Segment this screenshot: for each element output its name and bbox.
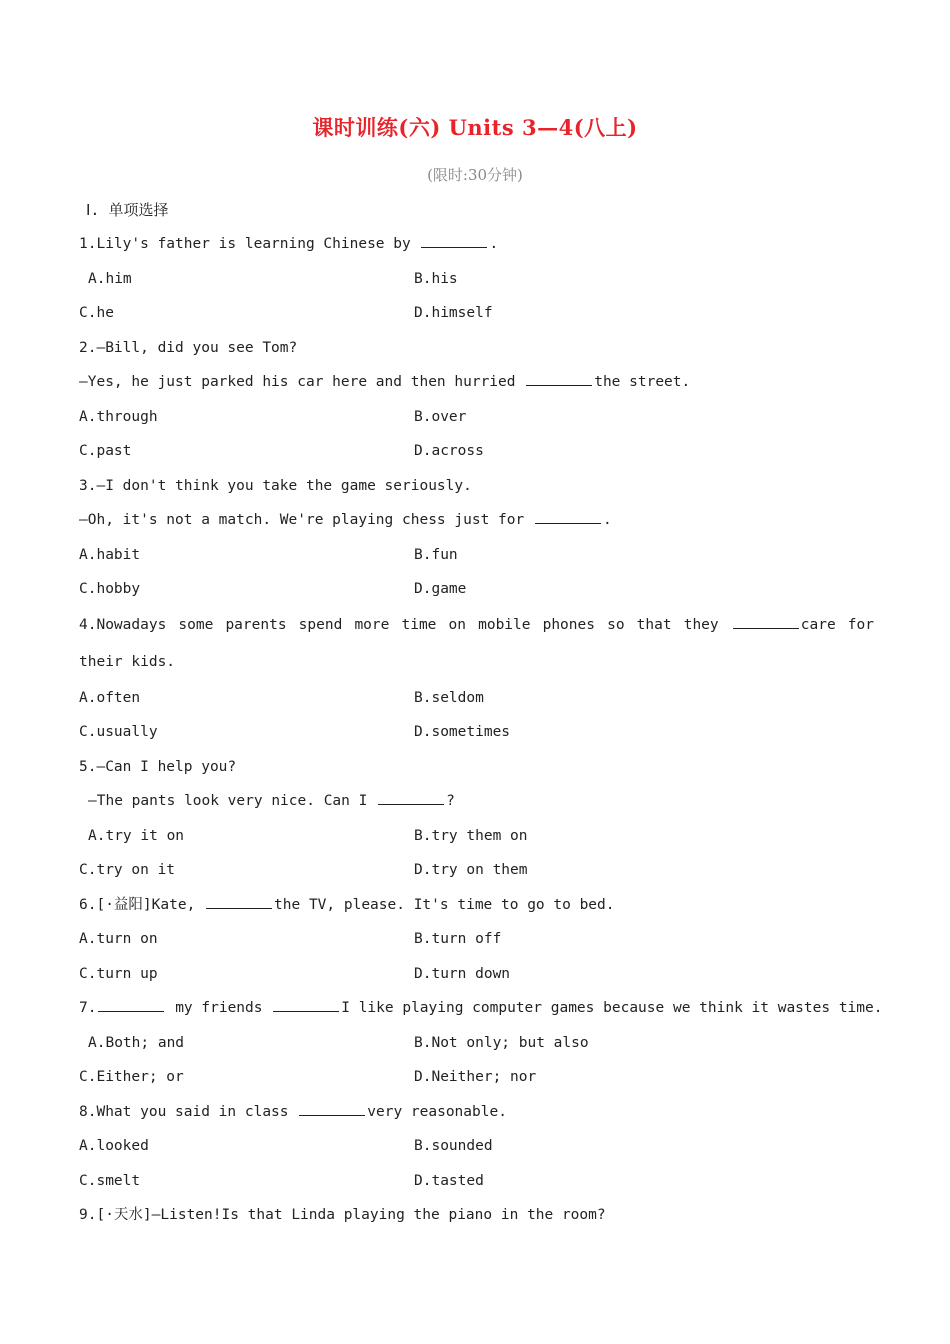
question-5: 5.—Can I help you? [79, 758, 237, 775]
option-a[interactable]: A.through [79, 408, 158, 425]
option-b[interactable]: B.seldom [414, 689, 484, 706]
question-3: 3.—I don't think you take the game seriously. [79, 477, 472, 494]
options-row [79, 819, 874, 854]
answer-blank[interactable] [378, 790, 444, 805]
question-7: 7. my friends I like playing computer games because we think it wastes time. [79, 991, 874, 1026]
question-6: 6.[·益阳]Kate, the TV, please. It's time to go to bed. [79, 888, 874, 923]
time-limit: (限时:30分钟) [427, 166, 523, 184]
option-a[interactable]: A.habit [79, 546, 141, 563]
option-b[interactable]: B.Not only; but also [414, 1034, 589, 1051]
option-d[interactable]: D.sometimes [414, 724, 511, 740]
option-d[interactable]: D.tasted [414, 1172, 484, 1189]
option-c[interactable]: C.smelt [79, 1172, 141, 1189]
options-row [79, 1060, 874, 1095]
options-row [79, 922, 874, 957]
question-list [79, 227, 883, 1233]
question-9: 9.[·天水]—Listen!Is that Linda playing the piano in the room? [79, 1207, 606, 1223]
option-a[interactable]: A.him [88, 270, 132, 287]
options-row [79, 296, 874, 331]
answer-blank[interactable] [526, 371, 592, 386]
question-2-reply: —Yes, he just parked his car here and then hurried the street. [79, 365, 874, 400]
question-4: 4.Nowadays some parents spend more time on mobile phones so that they care for their kids. [79, 607, 874, 681]
options-row [79, 538, 874, 573]
option-d[interactable]: D.Neither; nor [414, 1069, 537, 1085]
option-a[interactable]: A.looked [79, 1138, 149, 1154]
options-row [79, 572, 874, 607]
option-c[interactable]: C.try on it [79, 862, 176, 878]
answer-blank[interactable] [273, 997, 339, 1012]
options-row [79, 400, 874, 435]
options-row [79, 957, 874, 992]
answer-blank[interactable] [206, 894, 272, 909]
options-row [79, 853, 874, 888]
answer-blank[interactable] [98, 997, 164, 1012]
answer-blank[interactable] [421, 233, 487, 248]
option-a[interactable]: A.turn on [79, 931, 158, 947]
option-c[interactable]: C.turn up [79, 965, 158, 982]
options-row [79, 1026, 874, 1061]
option-d[interactable]: D.turn down [414, 965, 511, 982]
option-b[interactable]: B.sounded [414, 1138, 493, 1154]
option-d[interactable]: D.across [414, 443, 484, 459]
option-c[interactable]: C.past [79, 443, 132, 459]
section-heading: Ⅰ. 单项选择 [86, 201, 169, 219]
option-c[interactable]: C.usually [79, 724, 158, 740]
option-d[interactable]: D.himself [414, 305, 493, 321]
option-c[interactable]: C.he [79, 305, 114, 321]
options-row [79, 715, 874, 750]
answer-blank[interactable] [535, 509, 601, 524]
option-b[interactable]: B.fun [414, 546, 458, 563]
question-1: 1.Lily's father is learning Chinese by . [79, 227, 874, 262]
option-b[interactable]: B.his [414, 270, 458, 287]
answer-blank[interactable] [733, 614, 799, 629]
option-b[interactable]: B.over [414, 408, 467, 425]
options-row [79, 681, 874, 716]
options-row [79, 262, 874, 297]
answer-blank[interactable] [299, 1101, 365, 1116]
options-row [79, 434, 874, 469]
option-a[interactable]: A.try it on [88, 827, 185, 844]
question-2: 2.—Bill, did you see Tom? [79, 339, 298, 356]
question-5-reply: —The pants look very nice. Can I ? [79, 784, 874, 819]
page-title: 课时训练(六) Units 3—4(八上) [312, 115, 638, 140]
option-b[interactable]: B.try them on [414, 827, 528, 844]
option-a[interactable]: A.Both; and [88, 1034, 185, 1051]
option-d[interactable]: D.try on them [414, 862, 528, 878]
question-8: 8.What you said in class very reasonable. [79, 1095, 874, 1130]
options-row [79, 1129, 874, 1164]
option-c[interactable]: C.Either; or [79, 1069, 184, 1085]
option-c[interactable]: C.hobby [79, 581, 141, 597]
question-3-reply: —Oh, it's not a match. We're playing chess just for . [79, 503, 874, 538]
option-b[interactable]: B.turn off [414, 931, 502, 947]
options-row [79, 1164, 874, 1199]
option-d[interactable]: D.game [414, 581, 467, 597]
option-a[interactable]: A.often [79, 689, 141, 706]
